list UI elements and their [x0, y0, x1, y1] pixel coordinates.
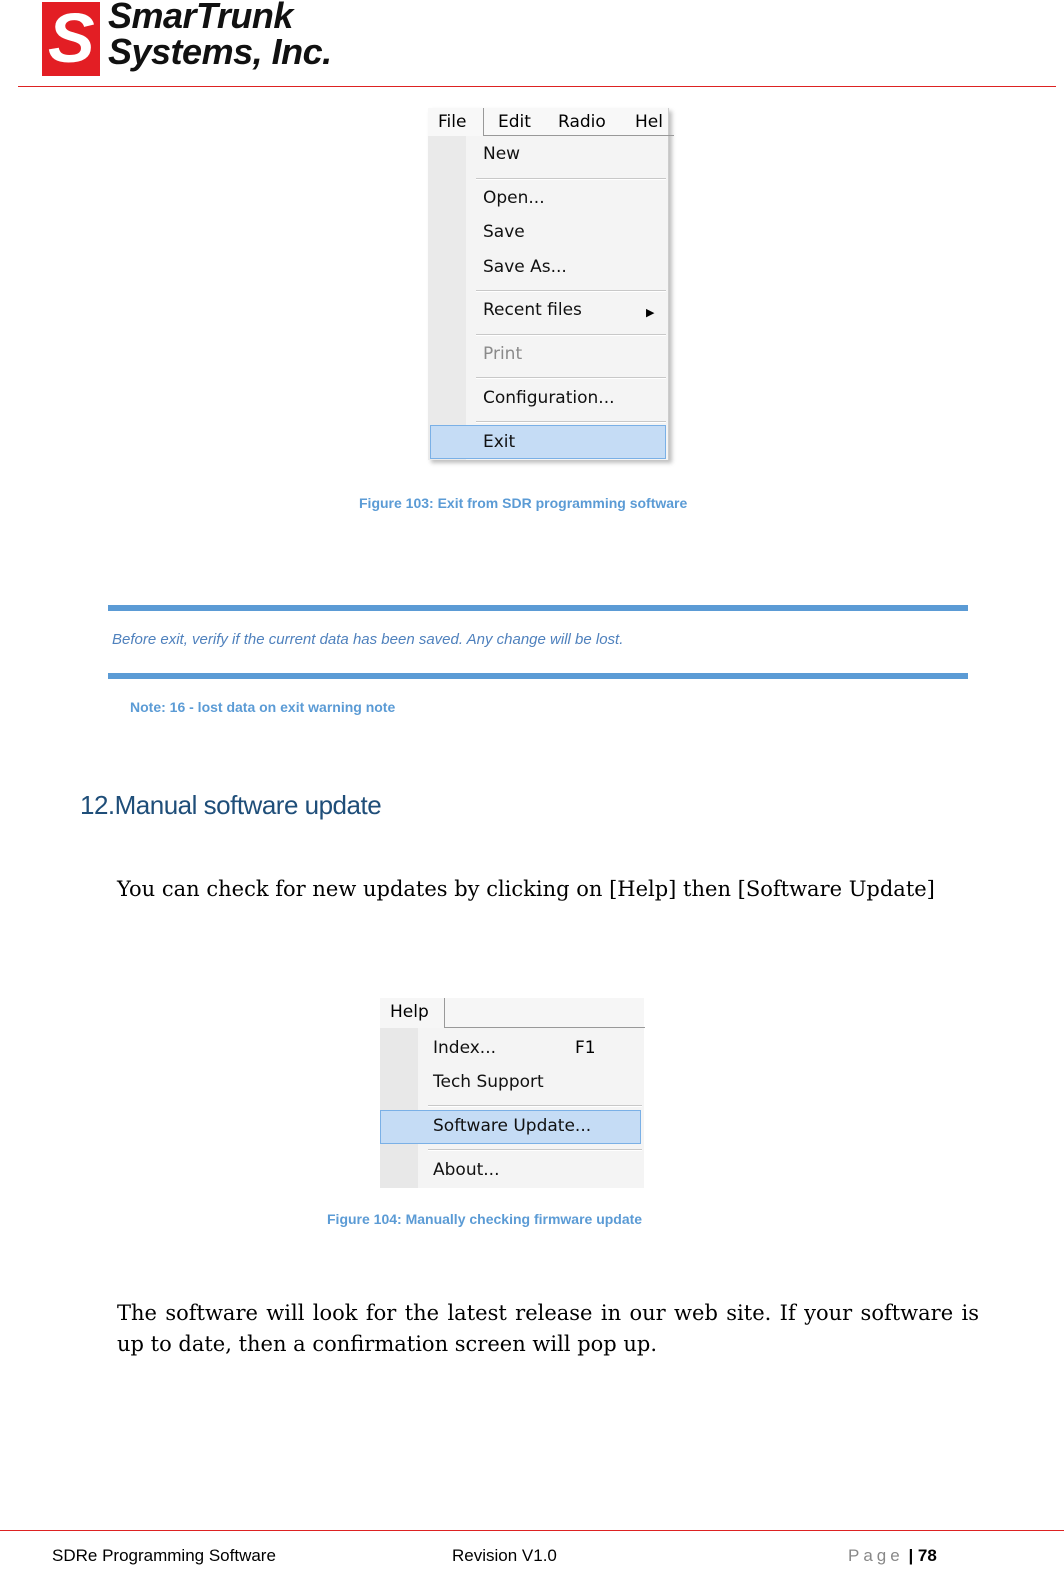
- paragraph: You can check for new updates by clicking on [Help] then [Software Update]: [117, 877, 935, 901]
- menu-item-recent-files[interactable]: Recent files: [483, 300, 582, 320]
- menu-item-save[interactable]: Save: [483, 222, 525, 242]
- menu-separator: [476, 421, 666, 423]
- menu-item-index[interactable]: Index...: [433, 1038, 497, 1058]
- menu-item-open[interactable]: Open...: [483, 188, 545, 208]
- menu-bar: [380, 998, 644, 1028]
- note-top-rule: [108, 605, 968, 611]
- menu-tab-strip: [444, 998, 645, 1028]
- section-heading: 12.Manual software update: [80, 790, 382, 820]
- menu-bar: [428, 108, 668, 136]
- menu-edit[interactable]: Edit: [498, 112, 531, 132]
- menu-separator: [476, 290, 666, 292]
- menu-radio[interactable]: Radio: [558, 112, 606, 132]
- note-caption: Note: 16 - lost data on exit warning note: [130, 699, 396, 715]
- company-name-line2: Systems, Inc.: [108, 31, 332, 72]
- figure-caption: Figure 103: Exit from SDR programming software: [359, 495, 688, 511]
- shortcut-label: F1: [575, 1038, 596, 1058]
- file-menu-screenshot: [428, 108, 669, 460]
- footer-revision: Revision V1.0: [452, 1546, 557, 1565]
- submenu-arrow-icon: ▶: [646, 307, 655, 319]
- menu-file[interactable]: File: [438, 112, 467, 132]
- menu-icon-gutter: [428, 136, 466, 460]
- figure-caption: Figure 104: Manually checking firmware update: [327, 1211, 643, 1227]
- menu-item-exit[interactable]: Exit: [483, 432, 516, 452]
- warning-note-text: Before exit, verify if the current data has been saved. Any change will be lost.: [112, 631, 624, 648]
- logo-s-icon: S: [48, 0, 95, 77]
- help-menu-screenshot: [380, 998, 644, 1188]
- menu-separator: [476, 377, 666, 379]
- menu-icon-gutter: [380, 1028, 418, 1188]
- menu-separator: [428, 1105, 642, 1107]
- menu-separator: [476, 334, 666, 336]
- company-logo: [42, 2, 338, 76]
- menu-item-about[interactable]: About...: [433, 1160, 500, 1180]
- header-divider: [18, 86, 1056, 87]
- page-number: | 78: [908, 1546, 937, 1565]
- menu-item-print: Print: [483, 344, 523, 364]
- note-bottom-rule: [108, 673, 968, 679]
- menu-item-highlight: [430, 425, 666, 459]
- menu-item-software-update[interactable]: Software Update...: [433, 1116, 592, 1136]
- footer-doc-title: SDRe Programming Software: [52, 1546, 276, 1565]
- page-label: Page: [848, 1546, 904, 1565]
- menu-separator: [476, 178, 666, 180]
- menu-separator: [428, 1149, 642, 1151]
- logo-mark-box: [42, 2, 100, 76]
- menu-panel: [466, 136, 668, 460]
- menu-item-configuration[interactable]: Configuration...: [483, 388, 615, 408]
- menu-item-tech-support[interactable]: Tech Support: [433, 1072, 544, 1092]
- company-name-line1: SmarTrunk: [108, 0, 293, 36]
- menu-item-save-as[interactable]: Save As...: [483, 257, 567, 277]
- menu-item-new[interactable]: New: [483, 144, 521, 164]
- company-name: [108, 0, 332, 70]
- menu-help[interactable]: Hel: [635, 112, 663, 132]
- menu-help[interactable]: Help: [390, 1002, 429, 1022]
- footer-divider: [0, 1530, 1064, 1531]
- footer-page: [848, 1546, 937, 1566]
- paragraph: The software will look for the latest release in our web site. If your software is up to date, then a confirmation screen will pop up.: [117, 1301, 979, 1356]
